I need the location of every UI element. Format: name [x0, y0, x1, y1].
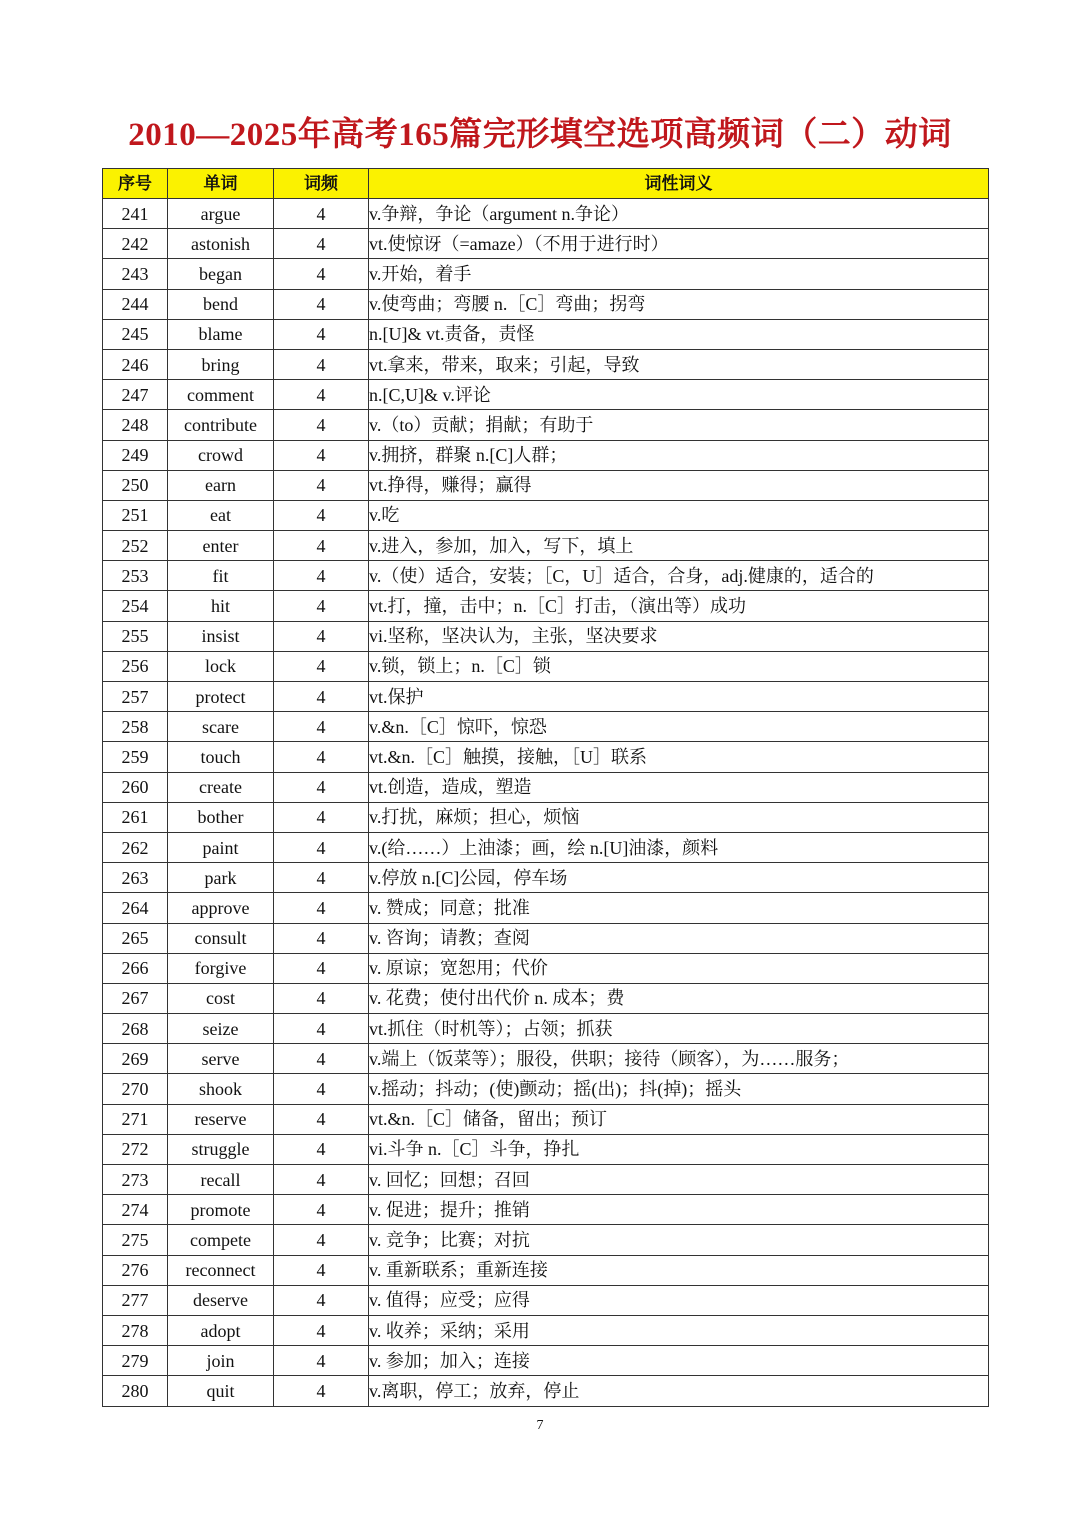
cell-word: struggle [168, 1134, 274, 1164]
cell-index: 247 [103, 380, 168, 410]
cell-definition: vt.&n.［C］触摸，接触，［U］联系 [369, 742, 989, 772]
table-row [103, 1285, 989, 1315]
cell-frequency: 4 [274, 1376, 369, 1406]
cell-definition: v. 值得；应受；应得 [369, 1285, 989, 1315]
cell-word: consult [168, 923, 274, 953]
table-row [103, 682, 989, 712]
cell-index: 253 [103, 561, 168, 591]
header-word: 单词 [168, 169, 274, 199]
cell-index: 244 [103, 289, 168, 319]
page-title: 2010—2025年高考165篇完形填空选项高频词（二）动词 [128, 117, 952, 153]
cell-word: scare [168, 712, 274, 742]
table-row [103, 199, 989, 229]
cell-word: contribute [168, 410, 274, 440]
table-row [103, 380, 989, 410]
cell-definition: vt.抓住（时机等）；占领；抓获 [369, 1014, 989, 1044]
table-row [103, 1165, 989, 1195]
cell-index: 242 [103, 229, 168, 259]
cell-frequency: 4 [274, 591, 369, 621]
cell-index: 249 [103, 440, 168, 470]
cell-frequency: 4 [274, 229, 369, 259]
cell-word: seize [168, 1014, 274, 1044]
table-row [103, 289, 989, 319]
cell-definition: vi.斗争 n.［C］斗争，挣扎 [369, 1134, 989, 1164]
table-row [103, 1104, 989, 1134]
cell-index: 245 [103, 319, 168, 349]
cell-word: enter [168, 531, 274, 561]
cell-index: 246 [103, 349, 168, 379]
cell-definition: v. 重新联系；重新连接 [369, 1255, 989, 1285]
cell-word: park [168, 863, 274, 893]
table-header-row [103, 169, 989, 199]
cell-definition: v. 竞争；比赛；对抗 [369, 1225, 989, 1255]
table-row [103, 349, 989, 379]
cell-word: lock [168, 651, 274, 681]
cell-index: 280 [103, 1376, 168, 1406]
table-row [103, 500, 989, 530]
cell-index: 248 [103, 410, 168, 440]
table-row [103, 651, 989, 681]
cell-word: promote [168, 1195, 274, 1225]
cell-frequency: 4 [274, 319, 369, 349]
cell-definition: v.锁，锁上；n.［C］锁 [369, 651, 989, 681]
cell-frequency: 4 [274, 863, 369, 893]
cell-index: 255 [103, 621, 168, 651]
table-row [103, 319, 989, 349]
table-row [103, 531, 989, 561]
cell-index: 243 [103, 259, 168, 289]
cell-definition: v.(给……）上油漆；画，绘 n.[U]油漆，颜料 [369, 832, 989, 862]
cell-index: 277 [103, 1285, 168, 1315]
cell-definition: v.（使）适合，安装；［C，U］适合，合身，adj.健康的，适合的 [369, 561, 989, 591]
cell-definition: v.开始，着手 [369, 259, 989, 289]
cell-word: deserve [168, 1285, 274, 1315]
cell-word: serve [168, 1044, 274, 1074]
cell-frequency: 4 [274, 621, 369, 651]
cell-word: cost [168, 983, 274, 1013]
header-definition: 词性词义 [369, 169, 989, 199]
cell-word: fit [168, 561, 274, 591]
table-row [103, 742, 989, 772]
cell-frequency: 4 [274, 259, 369, 289]
cell-definition: n.[C,U]& v.评论 [369, 380, 989, 410]
table-row [103, 712, 989, 742]
cell-word: approve [168, 893, 274, 923]
cell-index: 276 [103, 1255, 168, 1285]
table-row [103, 953, 989, 983]
cell-index: 274 [103, 1195, 168, 1225]
cell-definition: v. 原谅；宽恕用；代价 [369, 953, 989, 983]
cell-frequency: 4 [274, 500, 369, 530]
cell-frequency: 4 [274, 289, 369, 319]
cell-frequency: 4 [274, 802, 369, 832]
cell-frequency: 4 [274, 893, 369, 923]
cell-definition: v.（to）贡献；捐献；有助于 [369, 410, 989, 440]
cell-frequency: 4 [274, 832, 369, 862]
cell-index: 269 [103, 1044, 168, 1074]
cell-word: blame [168, 319, 274, 349]
cell-index: 257 [103, 682, 168, 712]
vocabulary-table [102, 168, 989, 1407]
cell-index: 259 [103, 742, 168, 772]
cell-frequency: 4 [274, 1195, 369, 1225]
cell-index: 273 [103, 1165, 168, 1195]
cell-index: 260 [103, 772, 168, 802]
cell-word: crowd [168, 440, 274, 470]
cell-frequency: 4 [274, 682, 369, 712]
cell-word: earn [168, 470, 274, 500]
cell-word: compete [168, 1225, 274, 1255]
cell-frequency: 4 [274, 1285, 369, 1315]
cell-frequency: 4 [274, 1104, 369, 1134]
cell-frequency: 4 [274, 470, 369, 500]
cell-index: 278 [103, 1315, 168, 1345]
cell-definition: vt.拿来，带来，取来；引起，导致 [369, 349, 989, 379]
cell-frequency: 4 [274, 1346, 369, 1376]
table-row [103, 1255, 989, 1285]
cell-frequency: 4 [274, 1134, 369, 1164]
cell-definition: v. 花费；使付出代价 n. 成本；费 [369, 983, 989, 1013]
cell-definition: v. 收养；采纳；采用 [369, 1315, 989, 1345]
cell-word: bring [168, 349, 274, 379]
cell-word: forgive [168, 953, 274, 983]
cell-definition: vt.挣得，赚得；赢得 [369, 470, 989, 500]
cell-frequency: 4 [274, 742, 369, 772]
cell-index: 262 [103, 832, 168, 862]
cell-definition: v.拥挤，群聚 n.[C]人群； [369, 440, 989, 470]
table-row [103, 470, 989, 500]
cell-index: 263 [103, 863, 168, 893]
cell-definition: v.端上（饭菜等）；服役，供职；接待（顾客），为……服务； [369, 1044, 989, 1074]
cell-definition: v.打扰，麻烦；担心，烦恼 [369, 802, 989, 832]
cell-word: paint [168, 832, 274, 862]
cell-definition: vt.&n.［C］储备，留出；预订 [369, 1104, 989, 1134]
cell-word: bother [168, 802, 274, 832]
cell-frequency: 4 [274, 1315, 369, 1345]
table-row [103, 591, 989, 621]
cell-frequency: 4 [274, 923, 369, 953]
cell-word: argue [168, 199, 274, 229]
table-row [103, 1225, 989, 1255]
table-body [103, 199, 989, 1407]
cell-frequency: 4 [274, 651, 369, 681]
cell-definition: v.进入，参加，加入，写下，填上 [369, 531, 989, 561]
cell-word: eat [168, 500, 274, 530]
cell-index: 265 [103, 923, 168, 953]
cell-definition: vt.创造，造成，塑造 [369, 772, 989, 802]
table-row [103, 1315, 989, 1345]
cell-index: 261 [103, 802, 168, 832]
cell-frequency: 4 [274, 983, 369, 1013]
cell-index: 267 [103, 983, 168, 1013]
table-row [103, 983, 989, 1013]
cell-word: recall [168, 1165, 274, 1195]
cell-index: 272 [103, 1134, 168, 1164]
table-row [103, 621, 989, 651]
table-row [103, 1074, 989, 1104]
cell-word: insist [168, 621, 274, 651]
cell-index: 252 [103, 531, 168, 561]
cell-frequency: 4 [274, 561, 369, 591]
cell-index: 266 [103, 953, 168, 983]
cell-index: 258 [103, 712, 168, 742]
cell-word: join [168, 1346, 274, 1376]
cell-word: bend [168, 289, 274, 319]
cell-index: 250 [103, 470, 168, 500]
cell-frequency: 4 [274, 1014, 369, 1044]
cell-definition: v.&n.［C］惊吓，惊恐 [369, 712, 989, 742]
cell-frequency: 4 [274, 410, 369, 440]
cell-index: 275 [103, 1225, 168, 1255]
cell-definition: v. 赞成；同意；批准 [369, 893, 989, 923]
cell-definition: v.摇动；抖动；(使)颤动；摇(出)；抖(掉)；摇头 [369, 1074, 989, 1104]
table-row [103, 1195, 989, 1225]
cell-word: quit [168, 1376, 274, 1406]
cell-index: 251 [103, 500, 168, 530]
cell-frequency: 4 [274, 531, 369, 561]
cell-index: 271 [103, 1104, 168, 1134]
cell-frequency: 4 [274, 349, 369, 379]
cell-index: 254 [103, 591, 168, 621]
table-row [103, 863, 989, 893]
cell-index: 270 [103, 1074, 168, 1104]
cell-definition: v. 咨询；请教；查阅 [369, 923, 989, 953]
cell-definition: vt.使惊讶（=amaze）（不用于进行时） [369, 229, 989, 259]
cell-word: create [168, 772, 274, 802]
table-row [103, 772, 989, 802]
cell-word: shook [168, 1074, 274, 1104]
cell-index: 264 [103, 893, 168, 923]
cell-frequency: 4 [274, 953, 369, 983]
cell-definition: vi.坚称，坚决认为，主张，坚决要求 [369, 621, 989, 651]
cell-definition: vt.保护 [369, 682, 989, 712]
table-row [103, 802, 989, 832]
table-row [103, 1346, 989, 1376]
cell-index: 268 [103, 1014, 168, 1044]
cell-frequency: 4 [274, 1044, 369, 1074]
table-row [103, 410, 989, 440]
cell-definition: v. 回忆；回想；召回 [369, 1165, 989, 1195]
cell-definition: v.争辩，争论（argument n.争论） [369, 199, 989, 229]
cell-definition: vt.打，撞，击中；n.［C］打击，（演出等）成功 [369, 591, 989, 621]
cell-definition: n.[U]& vt.责备，责怪 [369, 319, 989, 349]
cell-index: 256 [103, 651, 168, 681]
cell-definition: v.吃 [369, 500, 989, 530]
cell-definition: v.离职，停工；放弃，停止 [369, 1376, 989, 1406]
cell-index: 279 [103, 1346, 168, 1376]
cell-word: reconnect [168, 1255, 274, 1285]
table-row [103, 1044, 989, 1074]
cell-frequency: 4 [274, 772, 369, 802]
table-row [103, 561, 989, 591]
table-row [103, 832, 989, 862]
cell-definition: v.使弯曲；弯腰 n.［C］弯曲；拐弯 [369, 289, 989, 319]
cell-frequency: 4 [274, 199, 369, 229]
cell-word: began [168, 259, 274, 289]
cell-word: touch [168, 742, 274, 772]
cell-frequency: 4 [274, 712, 369, 742]
cell-word: protect [168, 682, 274, 712]
cell-word: comment [168, 380, 274, 410]
table-row [103, 1134, 989, 1164]
cell-frequency: 4 [274, 1225, 369, 1255]
table-row [103, 259, 989, 289]
header-index: 序号 [103, 169, 168, 199]
cell-definition: v. 促进；提升；推销 [369, 1195, 989, 1225]
cell-word: hit [168, 591, 274, 621]
cell-word: adopt [168, 1315, 274, 1345]
cell-definition: v. 参加；加入；连接 [369, 1346, 989, 1376]
table-row [103, 1014, 989, 1044]
table-row [103, 923, 989, 953]
table-row [103, 1376, 989, 1406]
cell-frequency: 4 [274, 1255, 369, 1285]
cell-frequency: 4 [274, 1074, 369, 1104]
cell-frequency: 4 [274, 380, 369, 410]
table-row [103, 893, 989, 923]
cell-word: astonish [168, 229, 274, 259]
page-number: 7 [536, 1418, 544, 1433]
cell-frequency: 4 [274, 1165, 369, 1195]
table-row [103, 440, 989, 470]
table-row [103, 229, 989, 259]
cell-frequency: 4 [274, 440, 369, 470]
cell-index: 241 [103, 199, 168, 229]
header-frequency: 词频 [274, 169, 369, 199]
cell-word: reserve [168, 1104, 274, 1134]
cell-definition: v.停放 n.[C]公园，停车场 [369, 863, 989, 893]
